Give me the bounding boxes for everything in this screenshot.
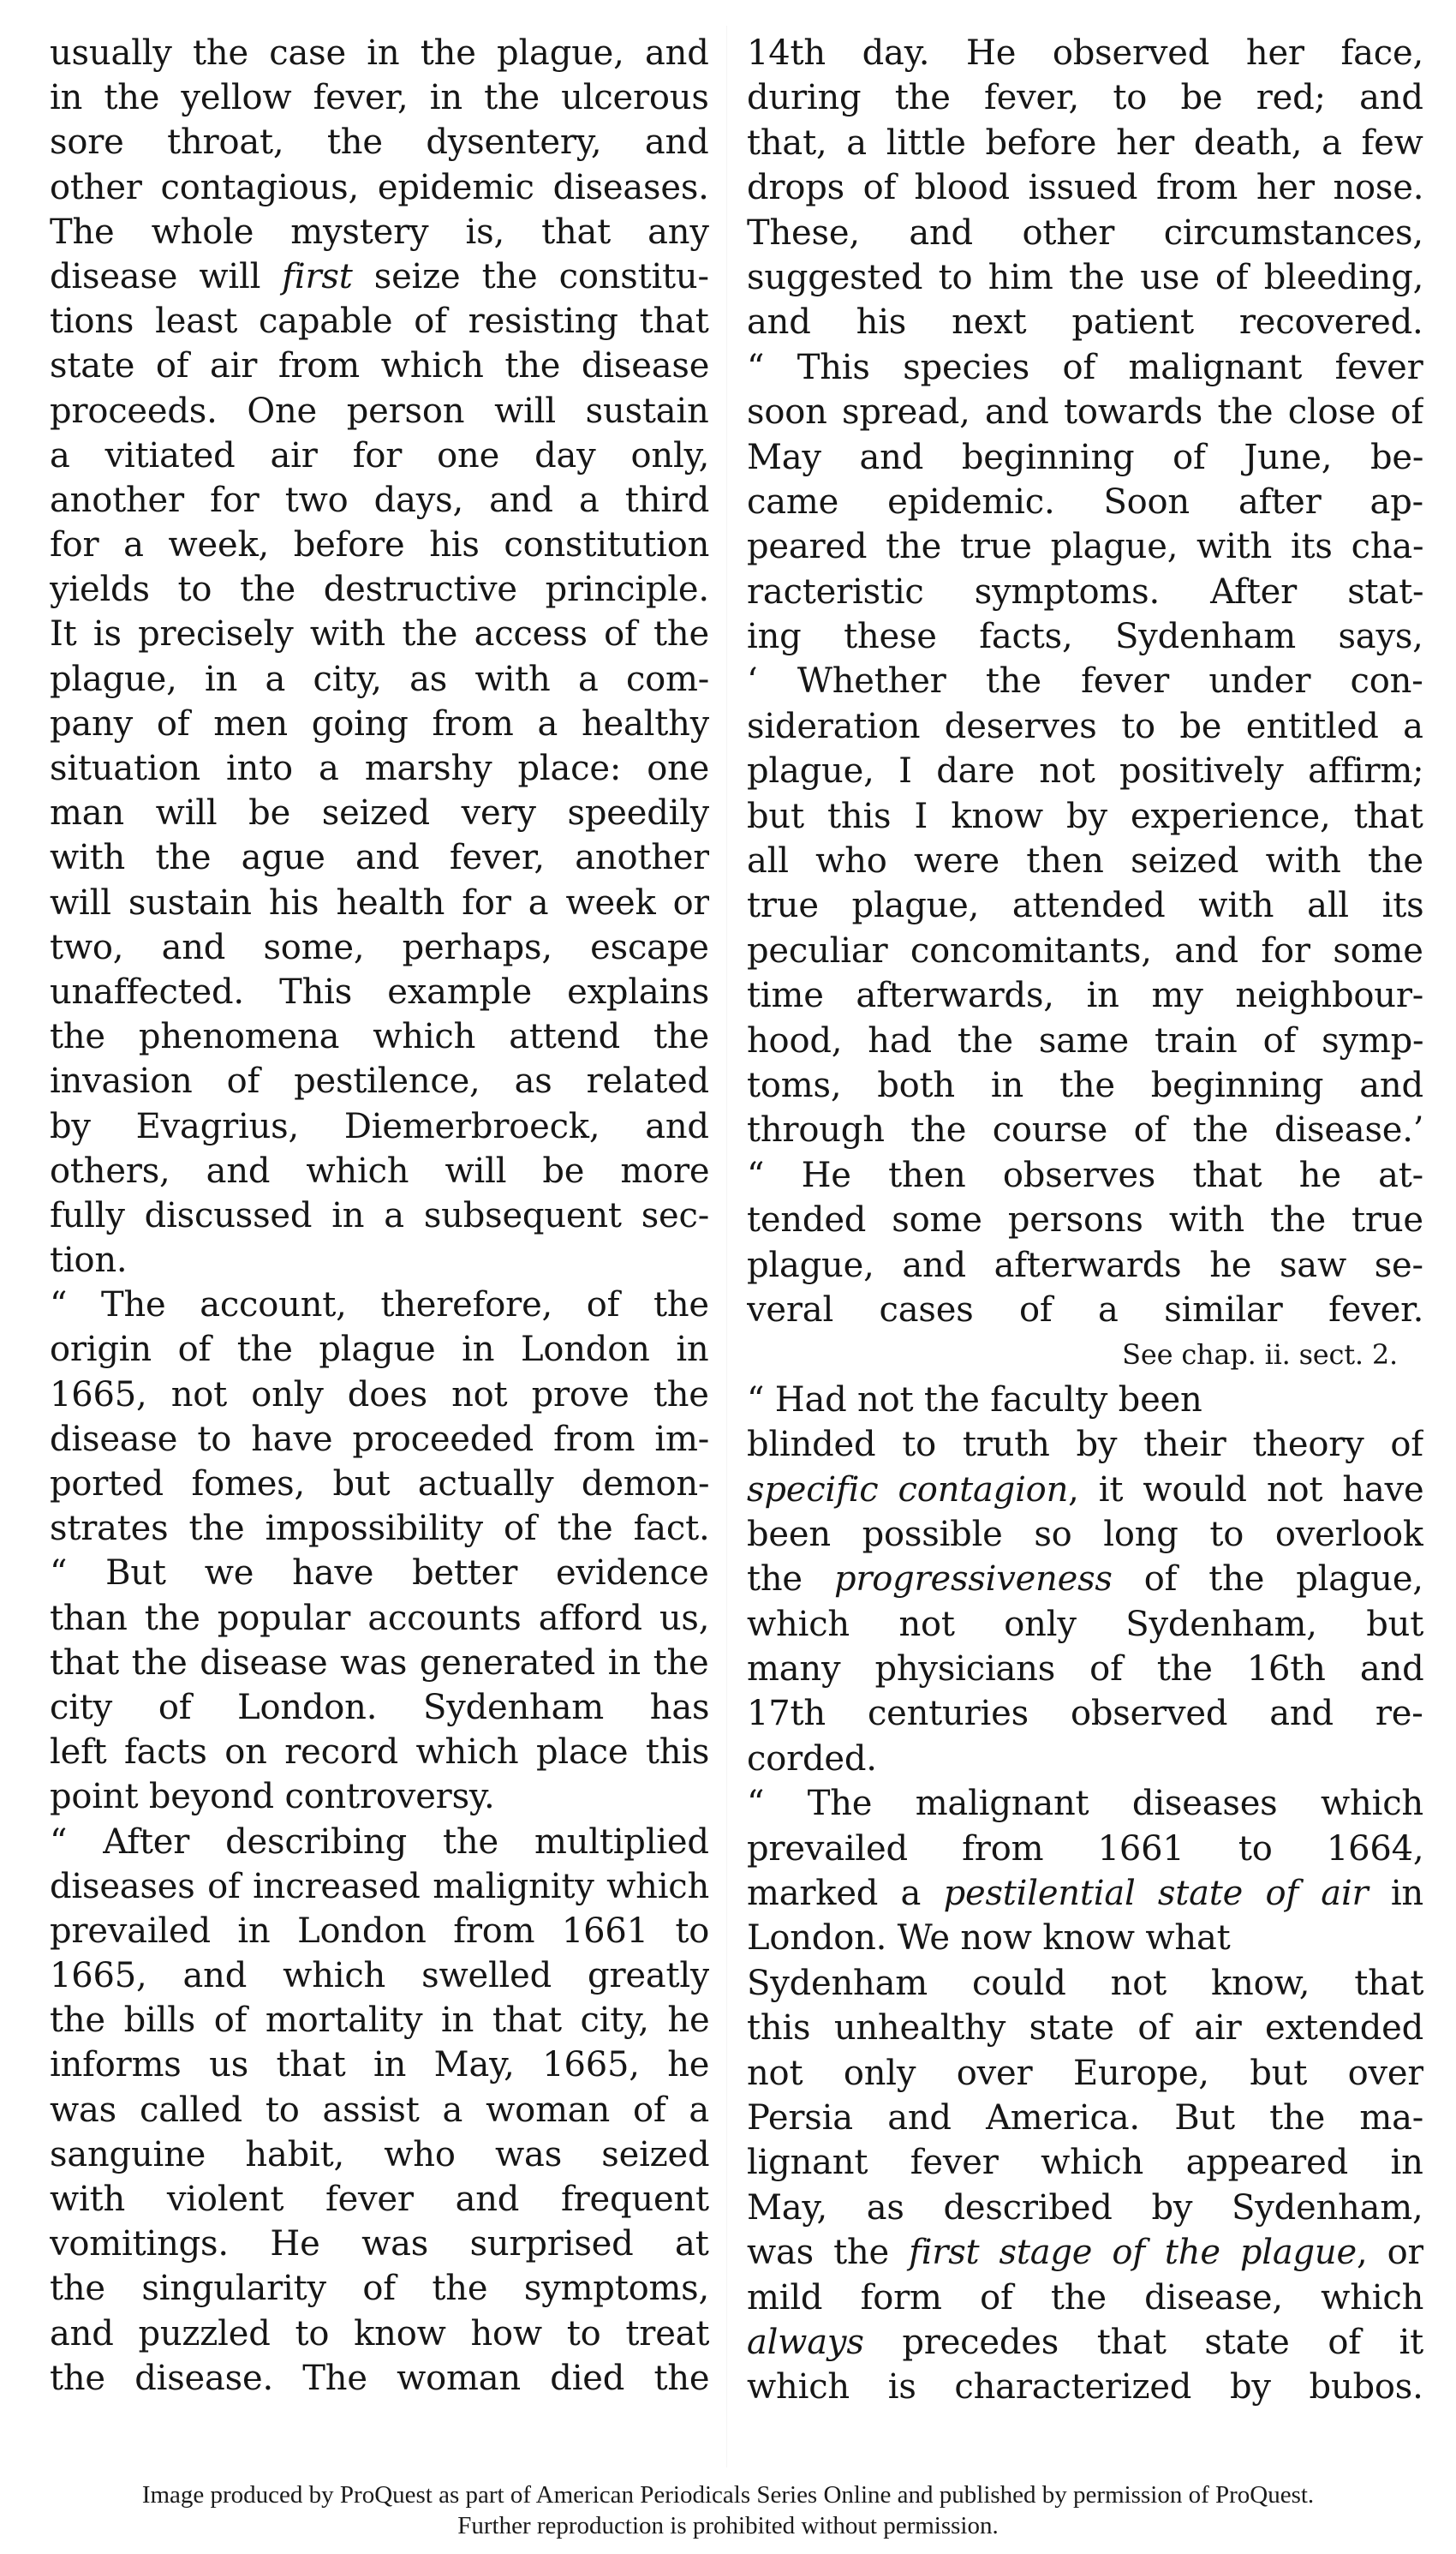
text-line: “ But we have better evidence	[50, 1553, 709, 1594]
text-line: prevailed in London from 1661 to	[50, 1911, 709, 1951]
text-line: ing these facts, Sydenham says,	[747, 617, 1423, 657]
text-line: May and beginning of June, be-	[747, 437, 1423, 477]
text-line: and puzzled to know how to treat	[50, 2313, 709, 2354]
text-line: city of London. Sydenham has	[50, 1687, 709, 1727]
footer-line-2: Further reproduction is prohibited without permission.	[457, 2512, 999, 2539]
text-line: “ The malignant diseases which	[747, 1784, 1423, 1824]
text-line: all who were then seized with the	[747, 841, 1423, 882]
column-gutter	[726, 26, 727, 2467]
text-line: These, and other circumstances,	[747, 212, 1423, 253]
text-line: left facts on record which place this	[50, 1732, 709, 1773]
right-text-column	[747, 31, 1423, 2410]
text-line: 14th day. He observed her face,	[747, 33, 1423, 73]
text-line: disease will first seize the constitu-	[50, 256, 709, 296]
text-line: situation into a marshy place: one	[50, 749, 709, 788]
text-line: informs us that in May, 1665, he	[50, 2045, 709, 2085]
text-line: always precedes that state of it	[747, 2322, 1423, 2362]
text-line: The whole mystery is, that any	[50, 212, 709, 252]
text-line: diseases of increased malignity which	[50, 1866, 709, 1906]
copyright-footer	[0, 2479, 1456, 2541]
text-line: unaffected. This example explains	[50, 972, 709, 1012]
text-line: sore throat, the dysentery, and	[50, 123, 709, 163]
text-line: fully discussed in a subsequent sec-	[50, 1195, 709, 1235]
text-line: time afterwards, in my neighbour-	[747, 976, 1423, 1016]
text-line: 17th centuries observed and re-	[747, 1694, 1423, 1734]
text-line: not only over Europe, but over	[747, 2053, 1423, 2093]
text-line: but this I know by experience, that	[747, 796, 1423, 836]
text-line: state of air from which the disease	[50, 346, 709, 386]
text-line: point beyond controversy.	[50, 1777, 495, 1817]
text-line: veral cases of a similar fever.	[747, 1289, 1423, 1330]
text-line: in the yellow fever, in the ulcerous	[50, 78, 709, 118]
text-line: the phenomena which attend the	[50, 1017, 709, 1057]
text-line: been possible so long to overlook	[747, 1514, 1423, 1554]
text-line: plague, in a city, as with a com-	[50, 659, 709, 699]
text-line: came epidemic. Soon after ap-	[747, 481, 1423, 522]
text-line: by Evagrius, Diemerbroeck, and	[50, 1106, 709, 1146]
text-line: drops of blood issued from her nose.	[747, 168, 1423, 208]
text-line: proceeds. One person will sustain	[50, 391, 709, 431]
text-line: with violent fever and frequent	[50, 2180, 709, 2219]
text-line: yields to the destructive principle.	[50, 570, 709, 610]
text-line: ‘ Whether the fever under con-	[747, 661, 1423, 702]
text-line: May, as described by Sydenham,	[747, 2187, 1423, 2228]
text-line: blinded to truth by their theory of	[747, 1425, 1423, 1465]
text-line: was the first stage of the plague, or	[747, 2233, 1423, 2273]
text-line: “ This species of malignant fever	[747, 347, 1423, 387]
text-line: for a week, before his constitution	[50, 525, 709, 565]
text-line: that the disease was generated in the	[50, 1642, 709, 1683]
text-line: tended some persons with the true	[747, 1200, 1423, 1241]
text-line: 1665, not only does not prove the	[50, 1374, 709, 1415]
text-line: “ After describing the multiplied	[50, 1821, 709, 1862]
text-line: Sydenham could not know, that	[747, 1963, 1423, 2003]
text-line: hood, had the same train of symp-	[747, 1020, 1423, 1061]
text-line: will sustain his health for a week or	[50, 882, 709, 923]
text-line: London. We now know what	[747, 1918, 1231, 1959]
text-line: the progressiveness of the plague,	[747, 1559, 1423, 1600]
text-line: which is characterized by bubos.	[747, 2367, 1423, 2407]
text-line: another for two days, and a third	[50, 480, 709, 520]
text-line: with the ague and fever, another	[50, 838, 709, 878]
text-line: than the popular accounts afford us,	[50, 1598, 709, 1638]
text-line: during the fever, to be red; and	[747, 78, 1423, 118]
text-line: “ Had not the faculty been	[747, 1379, 1202, 1420]
text-line: disease to have proceeded from im-	[50, 1419, 709, 1459]
text-line: mild form of the disease, which	[747, 2277, 1423, 2318]
text-line: man will be seized very speedily	[50, 793, 709, 834]
text-line: plague, I dare not positively affirm;	[747, 751, 1423, 792]
text-line: lignant fever which appeared in	[747, 2143, 1423, 2183]
text-line: marked a pestilential state of air in	[747, 1874, 1423, 1914]
text-line: It is precisely with the access of the	[50, 614, 709, 655]
text-line: strates the impossibility of the fact.	[50, 1509, 709, 1549]
footer-line-1: Image produced by ProQuest as part of American Periodicals Series Online and published by permission of ProQuest.	[141, 2481, 1315, 2509]
text-line: peculiar concomitants, and for some	[747, 930, 1423, 971]
text-line: a vitiated air for one day only,	[50, 435, 709, 476]
left-text-column	[50, 31, 709, 2401]
text-line: others, and which will be more	[50, 1151, 709, 1191]
text-line: this unhealthy state of air extended	[747, 2008, 1423, 2049]
text-line: specific contagion, it would not have	[747, 1469, 1423, 1510]
text-line: peared the true plague, with its cha-	[747, 527, 1423, 567]
text-line: racteristic symptoms. After stat-	[747, 571, 1423, 612]
text-line: origin of the plague in London in	[50, 1330, 709, 1370]
text-line: invasion of pestilence, as related	[50, 1062, 709, 1102]
text-line: “ He then observes that he at-	[747, 1155, 1423, 1195]
text-line: the bills of mortality in that city, he	[50, 2001, 709, 2041]
text-line: vomitings. He was surprised at	[50, 2224, 709, 2264]
text-line: through the course of the disease.’	[747, 1110, 1423, 1151]
text-line: “ The account, therefore, of the	[50, 1285, 709, 1325]
text-line: other contagious, epidemic diseases.	[50, 167, 709, 207]
text-line: which not only Sydenham, but	[747, 1604, 1423, 1644]
text-line: was called to assist a woman of a	[50, 2090, 709, 2130]
text-line: sideration deserves to be entitled a	[747, 706, 1423, 746]
text-line: sanguine habit, who was seized	[50, 2134, 709, 2174]
text-line: plague, and afterwards he saw se-	[747, 1245, 1423, 1285]
text-line: that, a little before her death, a few	[747, 123, 1423, 163]
text-line: true plague, attended with all its	[747, 886, 1423, 926]
text-line: corded.	[747, 1738, 877, 1779]
text-line: tion.	[50, 1241, 128, 1281]
text-line: Persia and America. But the ma-	[747, 2097, 1423, 2138]
text-line: the singularity of the symptoms,	[50, 2269, 709, 2309]
text-line: tions least capable of resisting that	[50, 302, 709, 342]
text-line: two, and some, perhaps, escape	[50, 927, 709, 967]
text-line: the disease. The woman died the	[50, 2358, 709, 2398]
text-line: and his next patient recovered.	[747, 302, 1423, 343]
text-line: suggested to him the use of bleeding,	[747, 257, 1423, 297]
text-line: See chap. ii. sect. 2.	[1122, 1338, 1398, 1372]
text-line: 1665, and which swelled greatly	[50, 1956, 709, 1996]
text-line: pany of men going from a healthy	[50, 703, 709, 744]
text-line: usually the case in the plague, and	[50, 33, 709, 73]
text-line: many physicians of the 16th and	[747, 1649, 1423, 1690]
text-line: prevailed from 1661 to 1664,	[747, 1828, 1423, 1869]
text-line: toms, both in the beginning and	[747, 1065, 1423, 1105]
text-line: ported fomes, but actually demon-	[50, 1464, 709, 1504]
text-line: soon spread, and towards the close of	[747, 392, 1423, 433]
